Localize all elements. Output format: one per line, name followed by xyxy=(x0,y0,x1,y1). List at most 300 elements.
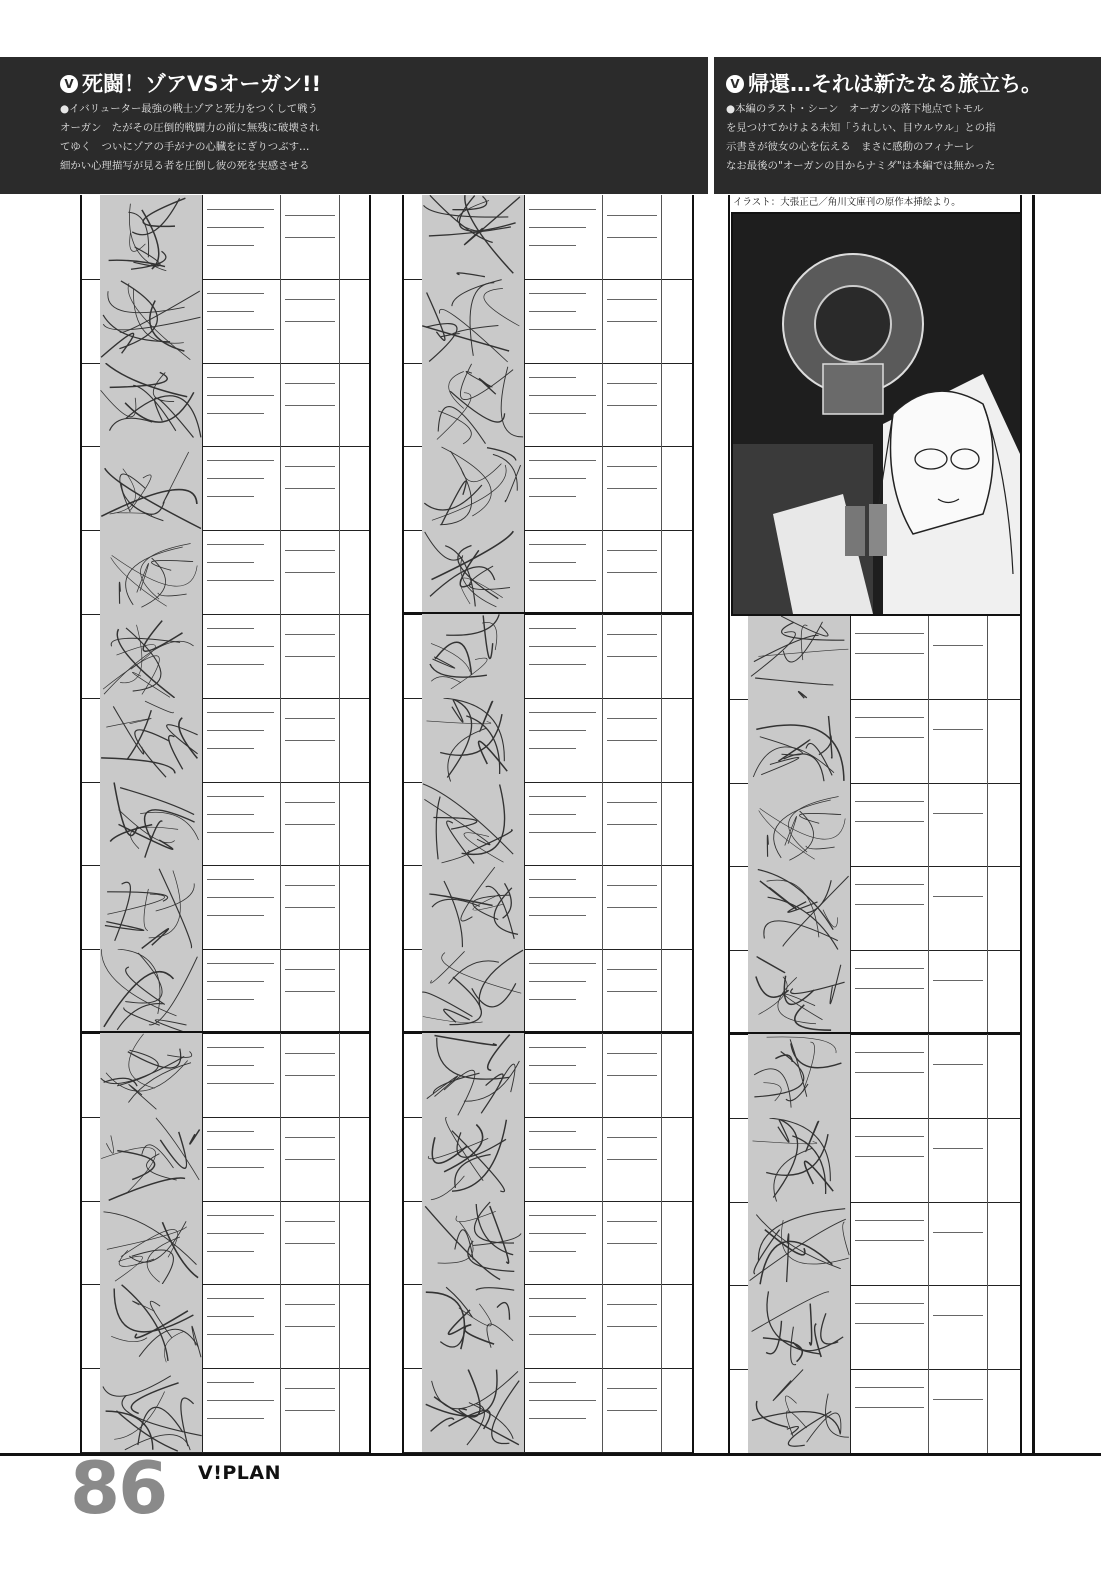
handwritten-note xyxy=(529,1167,586,1168)
handwritten-note xyxy=(207,1400,274,1401)
time-cell xyxy=(340,1117,369,1201)
handwritten-note xyxy=(855,1303,924,1304)
handwritten-note xyxy=(933,645,983,646)
handwritten-note xyxy=(207,832,274,833)
action-cell xyxy=(525,530,603,614)
sketch-stroke xyxy=(767,1292,821,1355)
time-cell xyxy=(662,1033,692,1117)
handwritten-note xyxy=(529,796,586,797)
right-header xyxy=(726,70,1094,176)
storyboard-panel-row xyxy=(730,1202,1020,1287)
sketch-stroke xyxy=(767,835,768,856)
handwritten-note xyxy=(607,321,657,322)
sketch-stroke xyxy=(438,410,471,443)
dialogue-cell xyxy=(929,1034,988,1118)
sketch-stroke xyxy=(133,288,183,343)
sketch-stroke xyxy=(451,658,487,689)
handwritten-note xyxy=(207,915,264,916)
storyboard-sketch xyxy=(100,530,202,614)
cut-number-cell xyxy=(404,195,423,279)
handwritten-note xyxy=(529,496,576,497)
picture-cell xyxy=(422,865,525,949)
handwritten-note xyxy=(529,1131,576,1132)
handwritten-note xyxy=(607,656,657,657)
cut-number-cell xyxy=(82,530,101,614)
storyboard-panel-row xyxy=(82,865,369,950)
handwritten-note xyxy=(529,646,596,647)
handwritten-note xyxy=(529,293,586,294)
cut-number-cell xyxy=(82,279,101,363)
handwritten-note xyxy=(529,879,576,880)
v-badge-icon: V xyxy=(726,75,744,93)
storyboard-panel-row xyxy=(82,698,369,783)
handwritten-note xyxy=(529,712,596,713)
left-header-line-4: 細かい心理描写が見る者を圧倒し彼の死を実感させる xyxy=(60,160,310,172)
illustration-caption: イラスト：大張正己／角川文庫刊の原作本挿絵より。 xyxy=(733,197,961,208)
storyboard-panel-row xyxy=(730,1034,1020,1119)
sketch-stroke xyxy=(105,922,144,931)
dialogue-cell xyxy=(281,949,340,1033)
handwritten-note xyxy=(855,1240,924,1241)
dialogue-cell xyxy=(603,1368,662,1452)
picture-cell xyxy=(748,699,851,783)
handwritten-note xyxy=(207,478,264,479)
handwritten-note xyxy=(285,1388,335,1389)
picture-cell xyxy=(100,530,203,614)
storyboard-panel-row xyxy=(404,865,692,950)
handwritten-note xyxy=(607,405,657,406)
handwritten-note xyxy=(607,1410,657,1411)
sketch-stroke xyxy=(110,418,153,430)
dialogue-cell xyxy=(281,195,340,279)
picture-cell xyxy=(100,949,203,1033)
sketch-stroke xyxy=(476,1288,514,1291)
picture-cell xyxy=(422,1368,525,1452)
picture-cell xyxy=(748,783,851,867)
sketch-stroke xyxy=(763,1083,781,1101)
handwritten-note xyxy=(285,321,335,322)
sketch-stroke xyxy=(784,976,814,1005)
storyboard-sketch xyxy=(100,363,202,447)
handwritten-note xyxy=(285,1053,335,1054)
handwritten-note xyxy=(529,209,596,210)
handwritten-note xyxy=(529,460,596,461)
handwritten-note xyxy=(207,1149,274,1150)
sketch-stroke xyxy=(435,1035,497,1045)
storyboard-panel-row xyxy=(82,446,369,531)
handwritten-note xyxy=(207,209,274,210)
sketch-stroke xyxy=(101,1147,155,1193)
sketch-stroke xyxy=(784,754,824,781)
picture-cell xyxy=(748,1202,851,1286)
handwritten-note xyxy=(207,413,264,414)
handwritten-note xyxy=(207,227,264,228)
sketch-stroke xyxy=(144,889,148,931)
sketch-stroke xyxy=(145,701,173,713)
handwritten-note xyxy=(207,999,254,1000)
sketch-stroke xyxy=(457,273,485,277)
sketch-stroke xyxy=(156,1118,199,1180)
sketch-stroke xyxy=(789,811,813,860)
cut-number-cell xyxy=(730,950,749,1034)
sketch-stroke xyxy=(473,1233,522,1245)
action-cell xyxy=(203,363,281,447)
sketch-stroke xyxy=(192,1327,201,1358)
dialogue-cell xyxy=(603,1201,662,1285)
sketch-stroke xyxy=(158,593,187,596)
handwritten-note xyxy=(855,1387,924,1388)
time-cell xyxy=(662,1201,692,1285)
cut-number-cell xyxy=(404,614,423,698)
handwritten-note xyxy=(285,550,335,551)
handwritten-note xyxy=(207,1083,274,1084)
storyboard-panel-row xyxy=(404,1284,692,1369)
sketch-stroke xyxy=(806,845,835,848)
picture-cell xyxy=(748,950,851,1034)
handwritten-note xyxy=(285,1075,335,1076)
time-cell xyxy=(662,865,692,949)
storyboard-sketch xyxy=(100,1117,202,1201)
handwritten-note xyxy=(529,1149,596,1150)
sketch-stroke xyxy=(153,372,174,401)
handwritten-note xyxy=(607,1075,657,1076)
cut-number-cell xyxy=(404,865,423,949)
sketch-stroke xyxy=(819,733,831,754)
sketch-stroke xyxy=(445,546,475,607)
dialogue-cell xyxy=(603,614,662,698)
handwritten-note xyxy=(207,646,274,647)
cut-number-cell xyxy=(404,1201,423,1285)
picture-cell xyxy=(100,279,203,363)
handwritten-note xyxy=(933,1064,983,1065)
time-cell xyxy=(988,950,1020,1034)
action-cell xyxy=(525,1368,603,1452)
sketch-stroke xyxy=(764,921,838,941)
right-header-line-2: を見つけてかけよる未知「うれしい、目ウルウル」との指 xyxy=(726,122,996,134)
right-title-text: 帰還…それは新たなる旅立ち。 xyxy=(748,72,1042,96)
cut-number-cell xyxy=(730,866,749,950)
handwritten-note xyxy=(207,628,254,629)
time-cell xyxy=(662,195,692,279)
picture-cell xyxy=(422,614,525,698)
storyboard-sketch xyxy=(422,195,524,279)
sketch-stroke xyxy=(755,678,833,685)
handwritten-note xyxy=(207,580,274,581)
time-cell xyxy=(988,866,1020,950)
handwritten-note xyxy=(607,991,657,992)
storyboard-sketch xyxy=(422,1201,524,1285)
handwritten-note xyxy=(285,1410,335,1411)
time-cell xyxy=(340,782,369,866)
right-header-title xyxy=(726,70,1094,98)
time-cell xyxy=(988,1369,1020,1453)
sketch-stroke xyxy=(117,1004,162,1030)
storyboard-sketch xyxy=(748,1118,850,1202)
handwritten-note xyxy=(607,1388,657,1389)
picture-cell xyxy=(748,866,851,950)
sketch-stroke xyxy=(117,1150,154,1179)
sketch-stroke xyxy=(104,972,174,1027)
sketch-stroke xyxy=(430,664,487,677)
sketch-stroke xyxy=(106,1135,113,1153)
action-cell xyxy=(525,446,603,530)
handwritten-note xyxy=(285,237,335,238)
cut-number-cell xyxy=(730,1369,749,1453)
time-cell xyxy=(340,698,369,782)
action-cell xyxy=(525,279,603,363)
sketch-stroke xyxy=(137,564,149,593)
sketch-stroke xyxy=(488,1035,510,1071)
time-cell xyxy=(662,279,692,363)
handwritten-note xyxy=(207,562,254,563)
sketch-stroke xyxy=(107,892,168,901)
handwritten-note xyxy=(607,466,657,467)
handwritten-note xyxy=(529,1298,586,1299)
sketch-stroke xyxy=(490,1206,509,1263)
handwritten-note xyxy=(285,634,335,635)
handwritten-note xyxy=(207,1065,254,1066)
sketch-stroke xyxy=(152,561,194,571)
handwritten-note xyxy=(207,897,274,898)
sketch-stroke xyxy=(487,1324,513,1348)
handwritten-note xyxy=(855,801,924,802)
action-cell xyxy=(851,1285,929,1369)
left-header-line-1: ●イバリューター最強の戦士ゾアと死力をつくして戦う xyxy=(60,103,318,115)
time-cell xyxy=(662,614,692,698)
time-cell xyxy=(340,949,369,1033)
sketch-stroke xyxy=(440,451,472,525)
sketch-stroke xyxy=(190,1129,200,1143)
picture-cell xyxy=(100,1201,203,1285)
dialogue-cell xyxy=(603,363,662,447)
right-margin-rule xyxy=(1032,195,1035,1453)
cut-number-cell xyxy=(730,1202,749,1286)
handwritten-note xyxy=(529,999,576,1000)
action-cell xyxy=(851,1369,929,1453)
handwritten-note xyxy=(529,1400,596,1401)
action-cell xyxy=(203,195,281,279)
cut-number-cell xyxy=(82,363,101,447)
handwritten-note xyxy=(607,215,657,216)
left-header xyxy=(60,70,700,176)
action-cell xyxy=(203,1284,281,1368)
action-cell xyxy=(851,699,929,783)
action-cell xyxy=(525,782,603,866)
handwritten-note xyxy=(529,245,576,246)
storyboard-sketch xyxy=(422,614,524,698)
sketch-stroke xyxy=(448,1310,470,1334)
sketch-stroke xyxy=(497,1303,510,1320)
handwritten-note xyxy=(855,1220,924,1221)
handwritten-note xyxy=(855,633,924,634)
sketch-stroke xyxy=(469,566,510,589)
storyboard-panel-row xyxy=(404,195,692,280)
cut-number-cell xyxy=(82,614,101,698)
sketch-stroke xyxy=(114,782,137,835)
picture-cell xyxy=(100,363,203,447)
time-cell xyxy=(340,363,369,447)
storyboard-sketch xyxy=(100,195,202,279)
illustration xyxy=(731,212,1022,616)
action-cell xyxy=(525,1284,603,1368)
storyboard-sketch xyxy=(100,614,202,698)
sketch-stroke xyxy=(781,616,828,636)
sketch-stroke xyxy=(480,701,493,732)
time-cell xyxy=(988,615,1020,699)
handwritten-note xyxy=(207,395,274,396)
time-cell xyxy=(662,698,692,782)
dialogue-cell xyxy=(281,698,340,782)
storyboard-panel-row xyxy=(82,195,369,280)
sketch-stroke xyxy=(103,1376,171,1396)
action-cell xyxy=(203,782,281,866)
action-cell xyxy=(203,530,281,614)
left-header-line-3: てゆく ついにゾアの手がナの心臓をにぎりつぶす… xyxy=(60,141,310,153)
sketch-stroke xyxy=(128,1063,191,1103)
storyboard-column-middle xyxy=(402,195,694,1453)
picture-cell xyxy=(422,1033,525,1117)
handwritten-note xyxy=(607,299,657,300)
sketch-stroke xyxy=(160,1132,186,1168)
sketch-stroke xyxy=(806,743,832,775)
action-cell xyxy=(525,195,603,279)
action-cell xyxy=(525,363,603,447)
action-cell xyxy=(203,614,281,698)
sketch-stroke xyxy=(757,957,785,973)
handwritten-note xyxy=(285,656,335,657)
cut-number-cell xyxy=(404,1368,423,1452)
handwritten-note xyxy=(285,405,335,406)
handwritten-note xyxy=(207,1298,264,1299)
action-cell xyxy=(525,1033,603,1117)
handwritten-note xyxy=(207,496,254,497)
handwritten-note xyxy=(285,1304,335,1305)
dialogue-cell xyxy=(929,1202,988,1286)
handwritten-note xyxy=(933,980,983,981)
handwritten-note xyxy=(855,653,924,654)
time-cell xyxy=(340,865,369,949)
storyboard-panel-row xyxy=(82,1284,369,1369)
dialogue-cell xyxy=(603,279,662,363)
picture-cell xyxy=(100,446,203,530)
handwritten-note xyxy=(933,813,983,814)
dialogue-cell xyxy=(281,1201,340,1285)
handwritten-note xyxy=(285,299,335,300)
dialogue-cell xyxy=(281,363,340,447)
storyboard-sketch xyxy=(422,782,524,866)
dialogue-cell xyxy=(603,530,662,614)
handwritten-note xyxy=(855,821,924,822)
storyboard-sketch xyxy=(100,949,202,1033)
handwritten-note xyxy=(285,969,335,970)
sketch-stroke xyxy=(788,1412,831,1447)
action-cell xyxy=(851,1034,929,1118)
sketch-stroke xyxy=(843,1221,849,1254)
sketch-stroke xyxy=(106,363,188,397)
sketch-stroke xyxy=(763,1338,802,1362)
storyboard-panel-row xyxy=(82,279,369,364)
sketch-stroke xyxy=(104,641,194,694)
time-cell xyxy=(340,1033,369,1117)
dialogue-cell xyxy=(603,949,662,1033)
sketch-stroke xyxy=(142,929,169,949)
cut-number-cell xyxy=(404,949,423,1033)
cut-number-cell xyxy=(730,699,749,783)
sketch-stroke xyxy=(130,475,151,510)
sketch-stroke xyxy=(431,951,465,983)
cut-number-cell xyxy=(82,1368,101,1452)
handwritten-note xyxy=(607,237,657,238)
sketch-stroke xyxy=(425,532,463,560)
left-header-line-2: オーガン たがその圧倒的戦闘力の前に無残に破壊され xyxy=(60,122,320,134)
storyboard-sketch xyxy=(422,1033,524,1117)
action-cell xyxy=(203,865,281,949)
storyboard-sketch xyxy=(100,1201,202,1285)
handwritten-note xyxy=(285,1221,335,1222)
handwritten-note xyxy=(207,1215,274,1216)
handwritten-note xyxy=(207,1167,264,1168)
handwritten-note xyxy=(855,1052,924,1053)
sketch-stroke xyxy=(424,485,482,510)
time-cell xyxy=(662,1284,692,1368)
time-cell xyxy=(340,1201,369,1285)
handwritten-note xyxy=(207,293,264,294)
action-cell xyxy=(851,866,929,950)
handwritten-note xyxy=(207,245,254,246)
cut-number-cell xyxy=(82,782,101,866)
sketch-stroke xyxy=(103,315,170,342)
picture-cell xyxy=(422,1117,525,1201)
sketch-stroke xyxy=(179,718,198,759)
storyboard-sketch xyxy=(422,530,524,614)
sketch-stroke xyxy=(766,1321,781,1354)
handwritten-note xyxy=(855,988,924,989)
handwritten-note xyxy=(855,1072,924,1073)
sketch-stroke xyxy=(800,813,842,823)
handwritten-note xyxy=(855,717,924,718)
cut-number-cell xyxy=(404,698,423,782)
handwritten-note xyxy=(855,737,924,738)
right-header-line-3: 示書きが彼女の心を伝える まさに感動のフィナーレ xyxy=(726,141,975,153)
handwritten-note xyxy=(285,824,335,825)
sketch-stroke xyxy=(109,1178,185,1200)
handwritten-note xyxy=(207,544,264,545)
sketch-stroke xyxy=(112,556,197,587)
storyboard-panel-row xyxy=(82,1117,369,1202)
dialogue-cell xyxy=(281,1284,340,1368)
dialogue-cell xyxy=(281,782,340,866)
sketch-stroke xyxy=(427,292,445,340)
storyboard-panel-row xyxy=(730,615,1020,700)
handwritten-note xyxy=(607,1159,657,1160)
picture-cell xyxy=(422,195,525,279)
handwritten-note xyxy=(529,915,586,916)
storyboard-panel-row xyxy=(82,949,369,1034)
storyboard-column-left xyxy=(80,195,371,1453)
storyboard-sketch xyxy=(748,1034,850,1118)
left-header-title xyxy=(60,70,700,98)
sketch-stroke xyxy=(155,1020,186,1032)
picture-cell xyxy=(422,1284,525,1368)
cut-number-cell xyxy=(404,530,423,614)
handwritten-note xyxy=(285,1137,335,1138)
storyboard-sketch xyxy=(422,1117,524,1201)
time-cell xyxy=(340,614,369,698)
header-divider xyxy=(708,57,714,194)
sketch-stroke xyxy=(815,1324,822,1357)
sketch-stroke xyxy=(455,1154,491,1187)
handwritten-note xyxy=(607,383,657,384)
